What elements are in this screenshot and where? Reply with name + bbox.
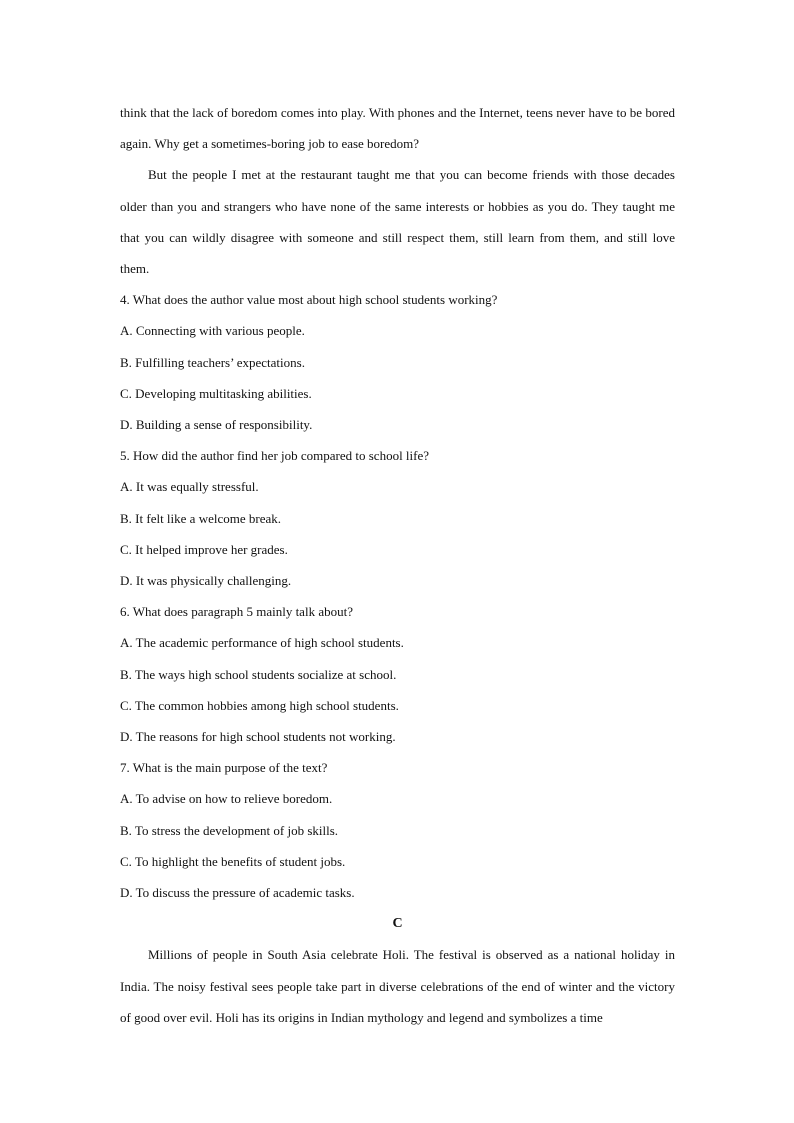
answer-option: B. It felt like a welcome break.: [120, 510, 281, 526]
section-heading: C: [392, 916, 403, 932]
question-stem: 5. How did the author find her job compared to school life?: [120, 448, 430, 464]
answer-option: C. The common hobbies among high school students.: [120, 697, 399, 713]
answer-option: B. To stress the development of job skills.: [120, 822, 339, 838]
answer-option: B. Fulfilling teachers’ expectations.: [120, 354, 305, 370]
answer-option: B. The ways high school students socialize at school.: [120, 666, 397, 682]
question-5: [120, 440, 675, 596]
answer-option: C. To highlight the benefits of student jobs.: [120, 853, 346, 869]
answer-option: D. To discuss the pressure of academic tasks.: [120, 885, 355, 901]
passage-c-paragraph: Millions of people in South Asia celebrate Holi. The festival is observed as a national holiday in India. The noisy festival sees people take part in diverse celebrations of the end of winter and the victory of good over evil. Holi has its origins in Indian mythology and legend and symbolizes a time: [120, 947, 675, 1025]
answer-option: A. It was equally stressful.: [120, 479, 259, 495]
answer-option: A. Connecting with various people.: [120, 323, 305, 339]
document-page: [120, 97, 675, 1033]
answer-option: A. The academic performance of high school students.: [120, 635, 404, 651]
answer-option: A. To advise on how to relieve boredom.: [120, 791, 333, 807]
answer-option: C. It helped improve her grades.: [120, 541, 288, 557]
question-7: [120, 752, 675, 908]
question-stem: 7. What is the main purpose of the text?: [120, 760, 328, 776]
answer-option: D. It was physically challenging.: [120, 573, 292, 589]
question-6: [120, 596, 675, 752]
question-4: [120, 284, 675, 440]
question-stem: 6. What does paragraph 5 mainly talk about?: [120, 604, 353, 620]
answer-option: D. The reasons for high school students not working.: [120, 729, 396, 745]
passage-b-paragraph: think that the lack of boredom comes into play. With phones and the Internet, teens never have to be bored again. Why get a sometimes-boring job to ease boredom?: [120, 105, 675, 152]
answer-option: C. Developing multitasking abilities.: [120, 385, 312, 401]
answer-option: D. Building a sense of responsibility.: [120, 417, 313, 433]
question-stem: 4. What does the author value most about high school students working?: [120, 292, 498, 308]
passage-b-paragraph: But the people I met at the restaurant taught me that you can become friends with those decades older than you and strangers who have none of the same interests or hobbies as you do. They taught me that you can wildly disagree with someone and still respect them, still learn from them, and still love them.: [120, 167, 675, 277]
